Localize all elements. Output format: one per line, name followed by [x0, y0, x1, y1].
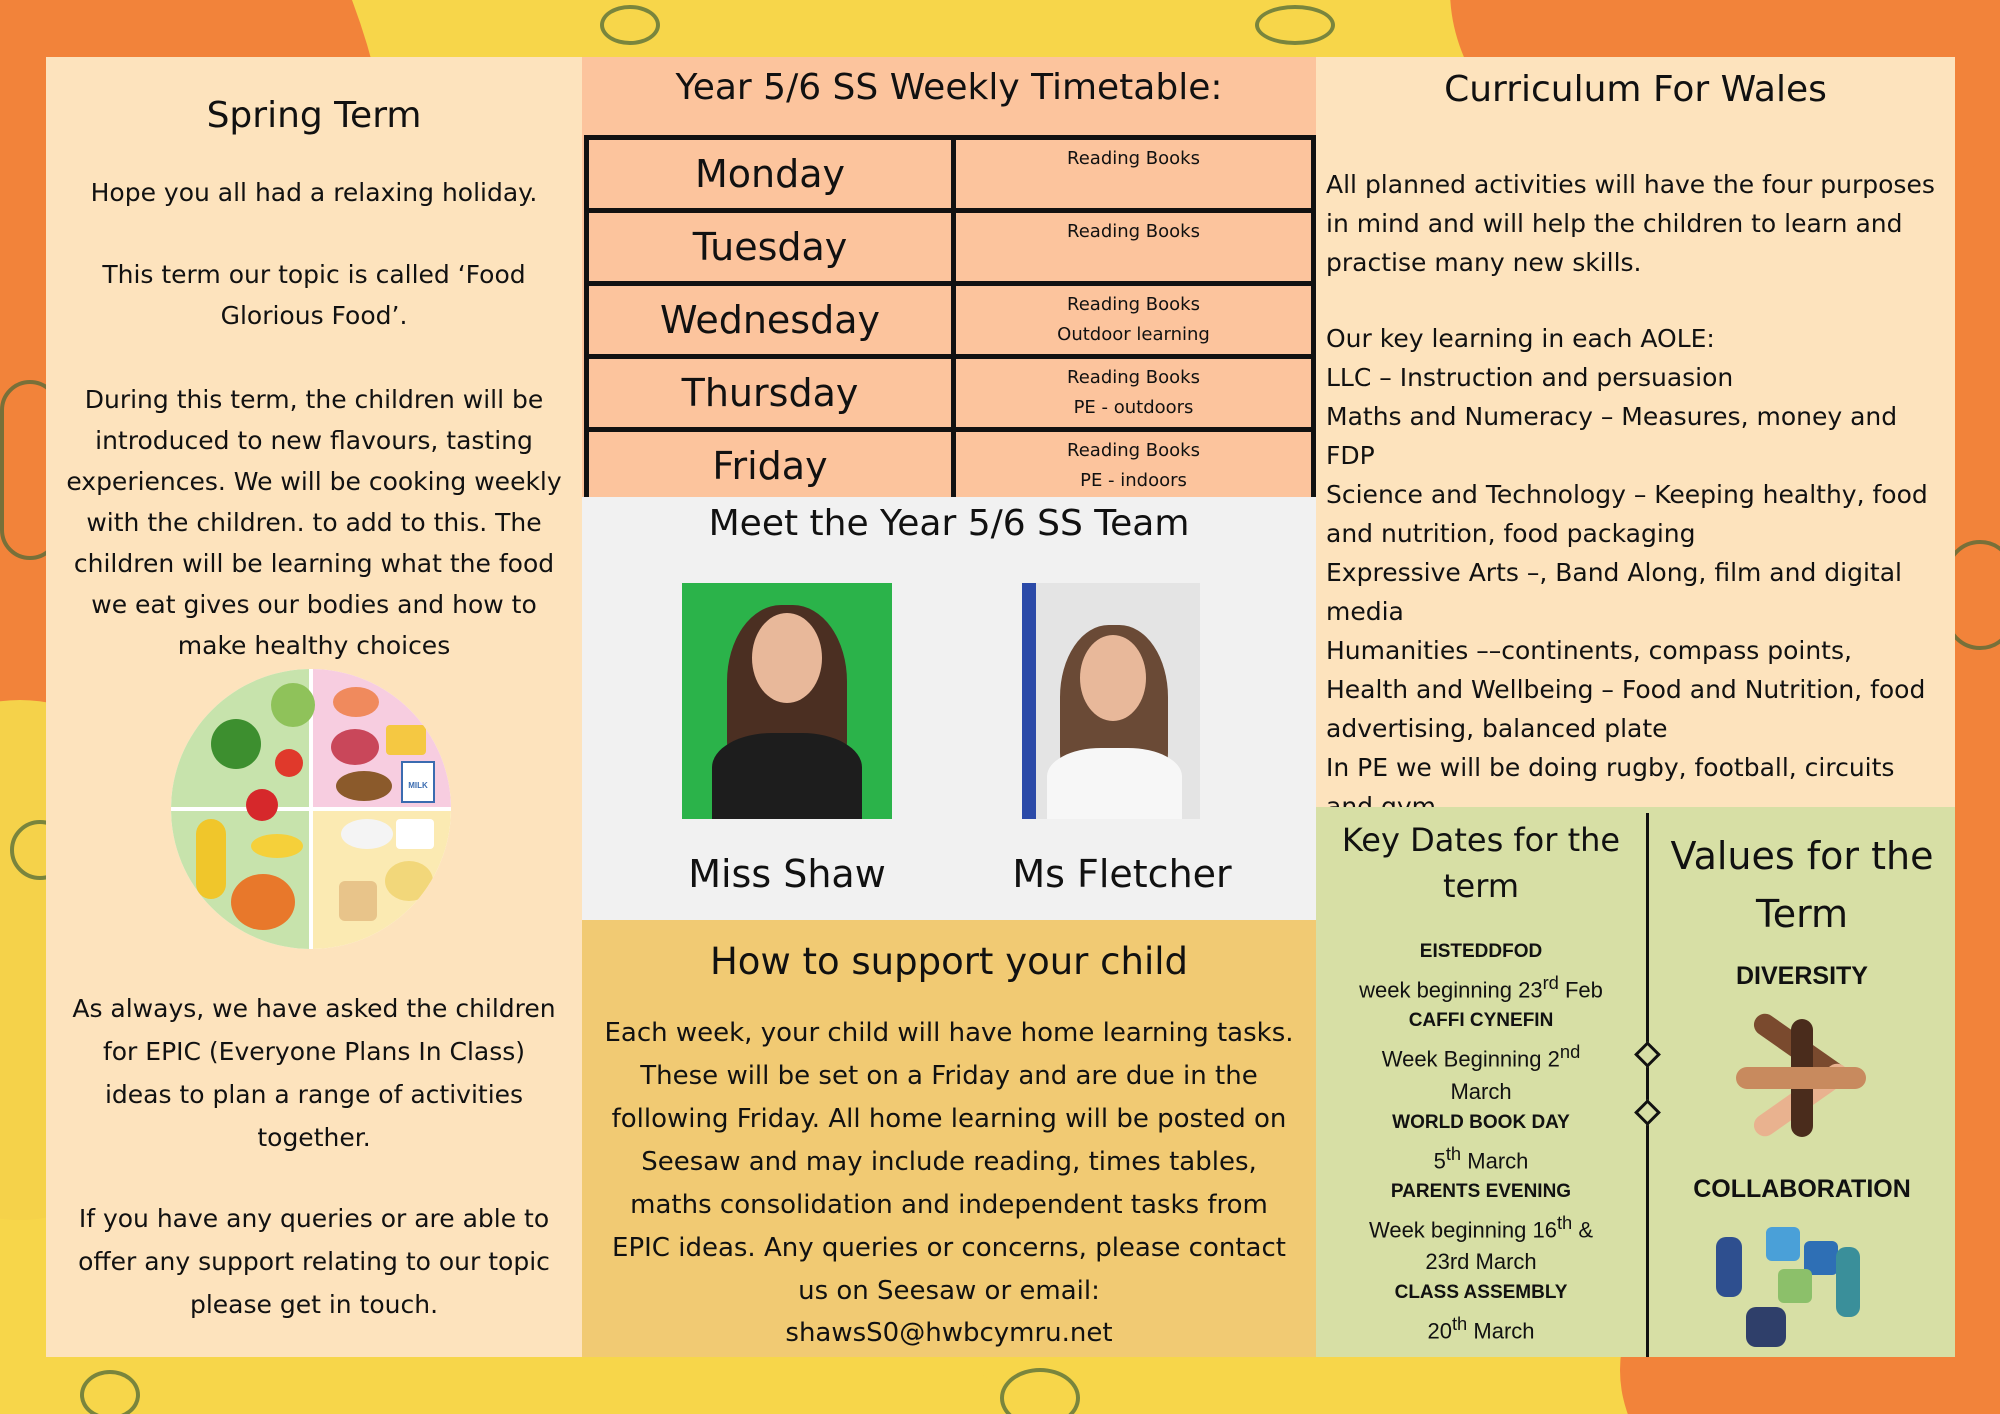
- activity-line: Outdoor learning: [1057, 324, 1210, 345]
- broccoli-icon: [211, 719, 261, 769]
- face-shape: [1080, 635, 1146, 721]
- date-text: 5: [1433, 1147, 1446, 1173]
- event-heading: PARENTS EVENING: [1390, 1180, 1572, 1202]
- list-item: Science and Technology – Keeping healthy, food and nutrition, food packaging: [1326, 480, 1928, 548]
- dates-values-panel: [1316, 807, 1955, 1357]
- face-shape: [752, 613, 822, 703]
- apple-icon: [246, 789, 278, 821]
- sugar-cubes-icon: [396, 819, 434, 849]
- list-item: Maths and Numeracy – Measures, money and FDP: [1326, 402, 1898, 470]
- event-date-line2: 23rd March: [1425, 1249, 1537, 1275]
- person-icon: [1716, 1237, 1742, 1297]
- table-row: [587, 357, 1314, 430]
- value-collaboration: COLLABORATION: [1693, 1175, 1911, 1203]
- key-dates-title: Key Dates for the term: [1341, 821, 1621, 905]
- activity-cell: [954, 211, 1314, 284]
- event-heading: CLASS ASSEMBLY: [1394, 1282, 1568, 1304]
- arm-shape: [1736, 1067, 1866, 1089]
- day-cell: Monday: [587, 138, 954, 211]
- corn-icon: [196, 819, 226, 899]
- key-dates-list: [1316, 937, 1646, 1348]
- shirt-shape: [1047, 748, 1182, 819]
- puzzle-piece-icon: [1778, 1269, 1812, 1303]
- date-suffix: th: [1556, 1211, 1573, 1233]
- date-rest: Feb: [1558, 977, 1603, 1003]
- date-text: week beginning 23: [1359, 977, 1543, 1003]
- list-item: Humanities ––continents, compass points,: [1326, 636, 1852, 665]
- joined-hands-icon: [1736, 1019, 1866, 1137]
- support-panel: [582, 920, 1316, 1357]
- pasta-icon: [385, 861, 433, 901]
- event-date: [1316, 967, 1646, 1006]
- event-date-line2: March: [1450, 1078, 1512, 1104]
- milk-carton-icon: MILK: [401, 761, 435, 803]
- activity-line: Reading Books: [1067, 294, 1200, 315]
- day-cell: Wednesday: [587, 284, 954, 357]
- key-dates-section: [1316, 807, 1646, 1357]
- key-learning-list: [1326, 319, 1946, 826]
- event-heading: EISTEDDFOD: [1419, 941, 1543, 962]
- fruit-doodle-icon: [1000, 1368, 1080, 1414]
- day-cell: Tuesday: [587, 211, 954, 284]
- table-row: [587, 211, 1314, 284]
- activity-line: Reading Books: [1067, 440, 1200, 461]
- puzzle-piece-icon: [1766, 1227, 1800, 1261]
- greeting-text: Hope you all had a relaxing holiday.: [90, 178, 538, 207]
- date-text: 20: [1427, 1318, 1452, 1344]
- values-title: Values for the Term: [1670, 834, 1934, 936]
- date-suffix: th: [1445, 1142, 1462, 1164]
- queries-text: If you have any queries or are able to offer any support relating to our topic please get in touch.: [78, 1204, 550, 1319]
- topic-text: This term our topic is called ‘Food Glorious Food’.: [102, 260, 526, 330]
- date-rest: March: [1467, 1318, 1535, 1344]
- event-date: [1316, 1138, 1646, 1177]
- list-item: LLC – Instruction and persuasion: [1326, 363, 1734, 392]
- activity-line: PE - indoors: [1080, 470, 1187, 491]
- activity-cell: [954, 357, 1314, 430]
- event-heading: WORLD BOOK DAY: [1392, 1111, 1570, 1133]
- table-row: [587, 138, 1314, 211]
- activity-line: PE - outdoors: [1073, 397, 1194, 418]
- activity-cell: [954, 284, 1314, 357]
- event-heading: CAFFI CYNEFIN: [1408, 1010, 1554, 1032]
- person-icon: [1836, 1247, 1860, 1317]
- weekly-timetable-panel: [582, 57, 1316, 497]
- nuts-icon: [336, 771, 392, 801]
- event-date: [1316, 1036, 1646, 1075]
- event-date: [1316, 1308, 1646, 1347]
- date-rest: March: [1461, 1147, 1529, 1173]
- date-suffix: nd: [1559, 1041, 1581, 1063]
- activity-line: Reading Books: [1067, 367, 1200, 388]
- contact-email-link[interactable]: shawsS0@hwbcymru.net: [785, 1318, 1113, 1348]
- activity-line: Reading Books: [1067, 148, 1200, 169]
- date-rest: &: [1572, 1217, 1594, 1243]
- table-row: [587, 430, 1314, 503]
- curriculum-panel: [1316, 57, 1955, 807]
- vegetable-doodle-icon: [80, 1370, 140, 1414]
- team-panel: [582, 497, 1316, 920]
- cheese-icon: [386, 725, 426, 755]
- term-description-text: During this term, the children will be introduced to new flavours, tasting experiences. We will be cooking weekly with the children. to add to this. The children will be learning what the food we eat gives our bodies and how to make healthy choices: [66, 385, 562, 660]
- spring-term-title: Spring Term: [206, 95, 422, 136]
- list-item: In PE we will be doing rugby, football, circuits: [1326, 753, 1895, 782]
- timetable-title: Year 5/6 SS Weekly Timetable:: [675, 67, 1223, 108]
- bread-icon: [339, 881, 377, 921]
- salmon-icon: [333, 687, 379, 717]
- list-item: Expressive Arts –, Band Along, film and digital media: [1326, 558, 1902, 626]
- steak-icon: [331, 729, 379, 765]
- day-cell: Thursday: [587, 357, 954, 430]
- display-board-strip: [1022, 583, 1036, 819]
- activity-line: Reading Books: [1067, 221, 1200, 242]
- spring-term-panel: [46, 57, 582, 1357]
- fruit-doodle-icon: [600, 5, 660, 45]
- key-learning-heading: Our key learning in each AOLE:: [1326, 324, 1715, 353]
- team-puzzle-icon: [1716, 1227, 1866, 1349]
- shirt-shape: [712, 733, 862, 819]
- curriculum-intro: All planned activities will have the four purposes in mind and will help the children to learn and practise many new skills.: [1326, 170, 1935, 277]
- pumpkin-icon: [231, 874, 295, 930]
- miss-shaw-name: Miss Shaw: [688, 852, 886, 896]
- date-text: Week Beginning 2: [1381, 1046, 1560, 1072]
- fruit-quarter: [171, 811, 309, 949]
- event-date: [1316, 1207, 1646, 1246]
- team-title: Meet the Year 5/6 SS Team: [708, 503, 1190, 544]
- person-icon: [1746, 1307, 1786, 1347]
- healthy-plate-illustration: [171, 669, 451, 949]
- ms-fletcher-name: Ms Fletcher: [1012, 852, 1232, 896]
- epic-text: As always, we have asked the children for EPIC (Everyone Plans In Class) ideas to plan a range of activities together.: [72, 994, 556, 1152]
- support-text: Each week, your child will have home learning tasks. These will be set on a Friday and are due in the following Friday. All home learning will be posted on Seesaw and may include reading, times tables, maths consolidation and independent tasks from EPIC ideas. Any queries or concerns, please contact us on Seesaw or email:: [604, 1018, 1294, 1306]
- list-item: Health and Wellbeing – Food and Nutrition, food advertising, balanced plate: [1326, 675, 1926, 743]
- date-suffix: rd: [1542, 972, 1559, 993]
- day-cell: Friday: [587, 430, 954, 503]
- vegetable-doodle-icon: [1255, 5, 1335, 45]
- support-title: How to support your child: [709, 940, 1188, 983]
- banana-icon: [251, 834, 303, 858]
- curriculum-title: Curriculum For Wales: [1444, 69, 1827, 110]
- date-text: Week beginning 16: [1368, 1217, 1557, 1243]
- activity-cell: [954, 430, 1314, 503]
- date-suffix: th: [1451, 1313, 1468, 1335]
- table-row: [587, 284, 1314, 357]
- miss-shaw-photo: [682, 583, 892, 819]
- activity-cell: [954, 138, 1314, 211]
- tomato-icon: [275, 749, 303, 777]
- rice-bowl-icon: [341, 819, 393, 849]
- cabbage-icon: [271, 683, 315, 727]
- timetable-table: [584, 135, 1316, 505]
- ms-fletcher-photo: [1022, 583, 1200, 819]
- value-diversity: DIVERSITY: [1736, 962, 1868, 990]
